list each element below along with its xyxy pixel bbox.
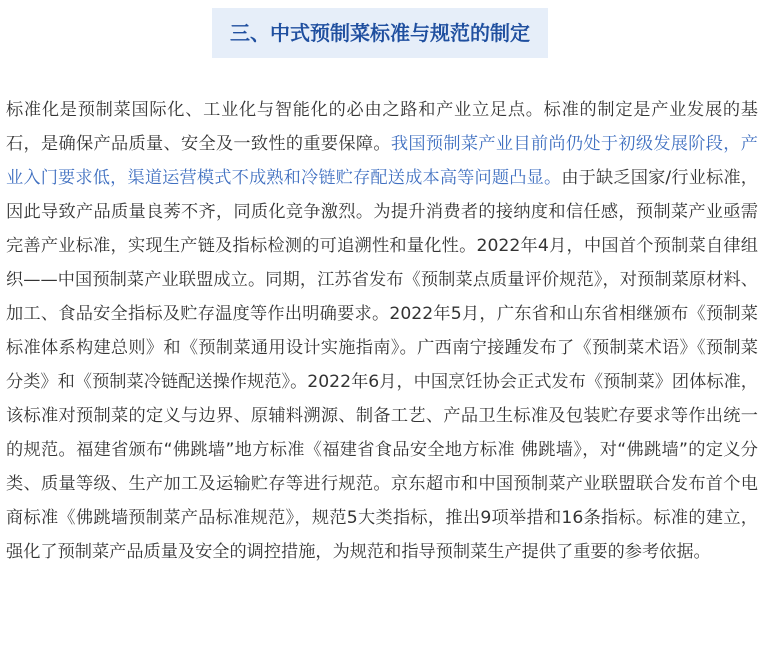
article-paragraph <box>6 93 758 569</box>
paragraph-text-part-2: 由于缺乏国家/行业标准，因此导致产品质量良莠不齐，同质化竞争激烈。为提升消费者的接纳度和信任感，预制菜产业亟需完善产业标准，实现生产链及指标检测的可追溯性和量化性。2022年4月，中国首个预制菜自律组织——中国预制菜产业联盟成立。同期，江苏省发布《预制菜点质量评价规范》，对预制菜原材料、加工、食品安全指标及贮存温度等作出明确要求。2022年5月，广东省和山东省相继颁布《预制菜标准体系构建总则》和《预制菜通用设计实施指南》。广西南宁接踵发布了《预制菜术语》《预制菜分类》和《预制菜冷链配送操作规范》。2022年6月，中国烹饪协会正式发布《预制菜》团体标准，该标准对预制菜的定义与边界、原辅料溯源、制备工艺、产品卫生标准及包装贮存要求等作出统一的规范。福建省颁布“佛跳墙”地方标准《福建省食品安全地方标准 佛跳墙》，对“佛跳墙”的定义分类、质量等级、生产加工及运输贮存等进行规范。京东超市和中国预制菜产业联盟联合发布首个电商标准《佛跳墙预制菜产品标准规范》，规范5大类指标，推出9项举措和16条指标。标准的建立，强化了预制菜产品质量及安全的调控措施，为规范和指导预制菜生产提供了重要的参考依据。 <box>6 168 758 562</box>
section-heading: 三、中式预制菜标准与规范的制定 <box>212 8 548 58</box>
section-heading-container <box>0 8 760 58</box>
paragraph-text-part-1: 标准化是预制菜国际化、工业化与智能化的必由之路和产业立足点。标准的制定是产业发展的基石，是确保产品质量、安全及一致性的重要保障。 <box>6 100 758 154</box>
highlighted-sentence: 我国预制菜产业目前尚仍处于初级发展阶段，产业入门要求低，渠道运营模式不成熟和冷链贮存配送成本高等问题凸显。 <box>6 134 758 188</box>
